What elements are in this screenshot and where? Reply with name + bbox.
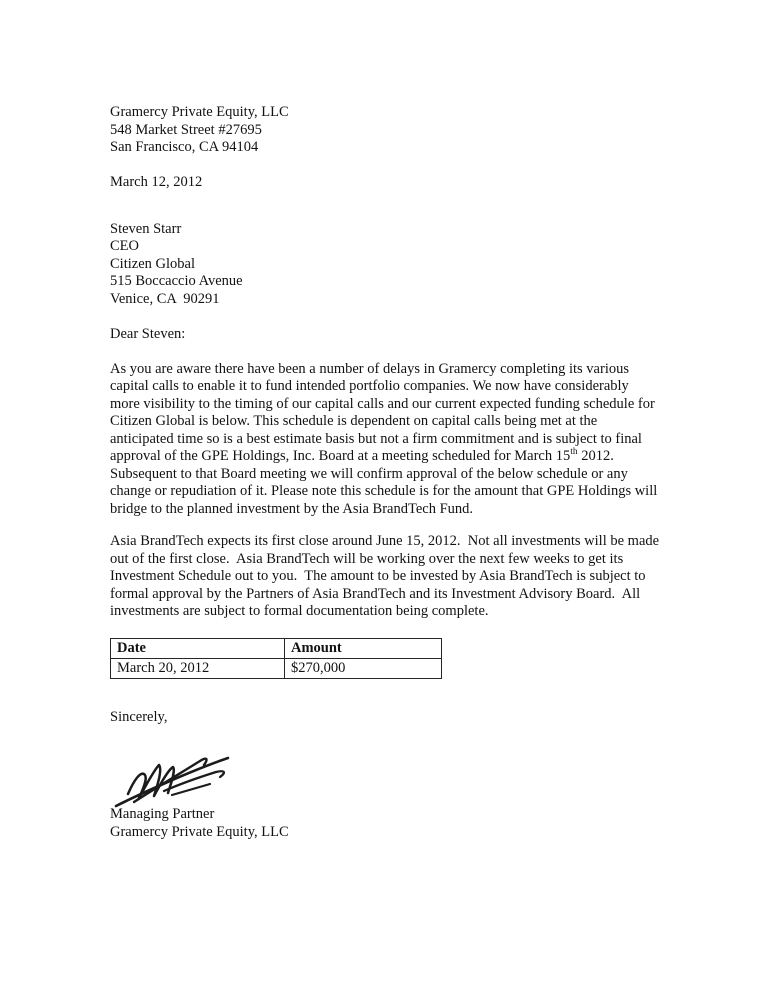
recipient-name: Steven Starr <box>110 220 182 237</box>
salutation: Dear Steven: <box>110 325 186 342</box>
recipient-title: CEO <box>110 238 139 254</box>
table-cell-amount: $270,000 <box>285 658 442 678</box>
recipient-city: Venice, CA 90291 <box>110 290 220 307</box>
table-header-row <box>111 638 442 658</box>
handwritten-signature-icon <box>112 749 252 809</box>
recipient-company: Citizen Global <box>110 255 195 272</box>
signer-title: Managing Partner <box>110 806 215 822</box>
signer-company: Gramercy Private Equity, LLC <box>110 823 289 840</box>
table-cell-date: March 20, 2012 <box>111 658 285 678</box>
paragraph-1-text-after-superscript: 2012. Subsequent to that Board meeting we will confirm approval of the below schedule or any change or repudiation of it. Please note this schedule is for the amount that GPE Holdings will bridge to the planned investment by the Asia BrandTech Fund. <box>110 448 661 517</box>
table-row <box>111 658 442 678</box>
letter-date: March 12, 2012 <box>110 174 203 190</box>
valediction: Sincerely, <box>110 708 168 725</box>
paragraph-1-text-before-superscript: As you are aware there have been a number of delays in Gramercy completing its various capital calls to enable it to fund intended portfolio companies. We now have considerably more visibility to the timing of our capital calls and our current expected funding schedule for Citizen Global is below. This schedule is dependent on capital calls being met at the anticipated time so is a best estimate basis but not a firm commitment and is subject to final approval of the GPE Holdings, Inc. Board at a meeting scheduled for March 15 <box>110 360 659 464</box>
sender-address-block <box>110 104 665 157</box>
ordinal-superscript: th <box>570 447 578 458</box>
sender-city: San Francisco, CA 94104 <box>110 139 259 155</box>
sender-company: Gramercy Private Equity, LLC <box>110 104 289 120</box>
body-paragraph-1 <box>110 361 661 519</box>
recipient-street: 515 Boccaccio Avenue <box>110 273 243 289</box>
funding-schedule-table <box>110 638 442 679</box>
sender-street: 548 Market Street #27695 <box>110 121 262 138</box>
table-header-amount: Amount <box>285 638 442 658</box>
table-header-date: Date <box>111 638 285 658</box>
body-paragraph-2: Asia BrandTech expects its first close around June 15, 2012. Not all investments will be made out of the first close. Asia BrandTech will be working over the next few weeks to get its Investment Schedule out to you. The amount to be invested by Asia BrandTech is subject to formal approval by the Partners of Asia BrandTech and its Investment Advisory Board. All investments are subject to formal documentation being complete. <box>110 533 663 619</box>
recipient-address-block <box>110 221 665 309</box>
signer-block <box>110 806 665 841</box>
